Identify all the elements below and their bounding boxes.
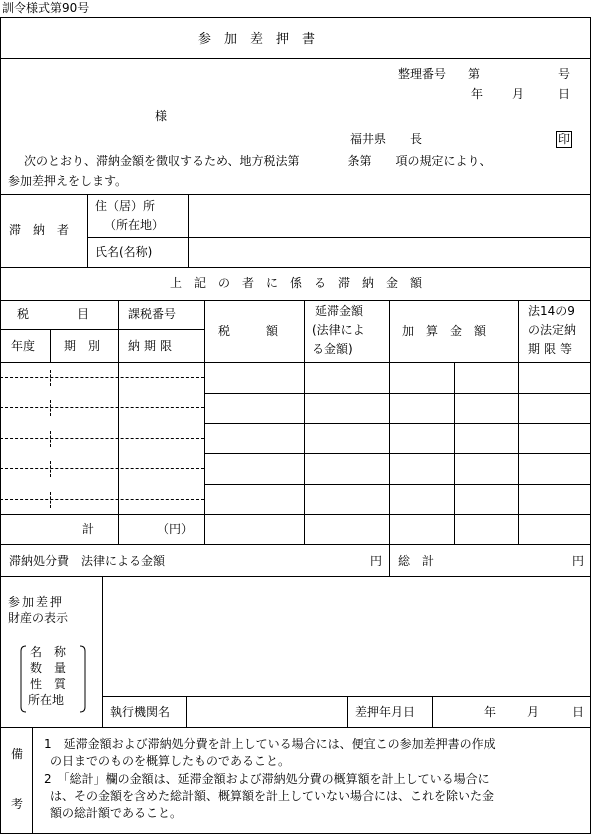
ref-number-label: 整理番号 <box>398 67 447 81</box>
remarks-label-bottom: 考 <box>11 797 24 811</box>
agency-label: 執行機関名 <box>110 705 171 719</box>
date-month: 月 <box>512 87 525 101</box>
taxpayer-label: 滞 納 者 <box>9 223 70 237</box>
col-additional: 加 算 金 額 <box>402 324 487 338</box>
divider <box>204 300 205 544</box>
col-law-line3: 期限等 <box>528 342 577 356</box>
divider <box>0 407 204 408</box>
remark-1-line2: の日までのものを概算したものであること。 <box>50 754 291 768</box>
seizure-date-label: 差押年月日 <box>355 705 416 719</box>
property-label-line2: 財産の表示 <box>8 611 69 625</box>
col-law-line2: の法定納 <box>528 323 577 337</box>
address-label-line1: 住（居）所 <box>95 199 156 213</box>
divider <box>0 300 591 301</box>
seizure-day: 日 <box>572 705 585 719</box>
divider <box>0 194 591 195</box>
addressee-suffix: 様 <box>155 109 168 123</box>
fees-label: 滞納処分費 法律による金額 <box>9 554 166 568</box>
divider <box>0 499 204 500</box>
total-unit: （円） <box>157 522 194 536</box>
divider <box>0 329 204 330</box>
divider <box>87 237 591 238</box>
col-delinquency-line1: 延滞金額 <box>315 304 364 318</box>
divider <box>102 576 103 727</box>
divider <box>50 461 51 477</box>
property-label-line1: 参加差押 <box>8 595 65 609</box>
remark-2-line1: 2 「総計」欄の金額は、延滞金額および滞納処分費の概算額を計上している場合に <box>44 772 490 786</box>
divider <box>0 514 591 515</box>
ref-number-dai: 第 <box>468 67 481 81</box>
col-period: 期 別 <box>64 339 101 353</box>
divider <box>188 194 189 267</box>
divider <box>0 544 591 545</box>
seizure-month: 月 <box>527 705 540 719</box>
divider <box>518 300 519 544</box>
seizure-year: 年 <box>484 705 497 719</box>
divider <box>50 431 51 447</box>
remark-2-line3: 額の総計額であること。 <box>50 806 183 820</box>
col-year: 年度 <box>11 339 36 353</box>
ref-number-go: 号 <box>558 67 571 81</box>
divider <box>204 423 591 424</box>
divider <box>0 362 591 363</box>
col-law-line1: 法14の9 <box>528 304 575 318</box>
divider <box>186 696 187 727</box>
divider <box>204 484 591 485</box>
remarks-label-top: 備 <box>11 747 24 761</box>
divider <box>0 727 591 728</box>
form-code: 訓令様式第90号 <box>2 1 90 15</box>
name-label: 氏名(名称) <box>95 245 153 259</box>
col-delinquency-line3: る金額) <box>312 342 353 356</box>
property-item-location: 所在地 <box>28 693 65 707</box>
divider <box>347 696 348 727</box>
grand-total-label: 総 計 <box>398 554 435 568</box>
document-title: 参 加 差 押 書 <box>198 32 316 47</box>
divider <box>0 267 591 268</box>
divider <box>0 576 591 577</box>
col-tax-item: 税 目 <box>17 307 90 321</box>
fees-unit: 円 <box>370 554 383 568</box>
property-item-name: 名 称 <box>30 645 67 659</box>
statement-line-2: 参加差押えをします。 <box>8 174 128 188</box>
divider <box>389 300 390 576</box>
property-item-quantity: 数 量 <box>30 661 67 675</box>
divider <box>50 370 51 386</box>
property-item-nature: 性 質 <box>30 677 67 691</box>
divider <box>50 329 51 362</box>
form-frame <box>0 17 591 834</box>
divider <box>204 393 591 394</box>
date-year: 年 <box>471 87 484 101</box>
col-tax-amount: 税 額 <box>218 324 279 338</box>
divider <box>50 400 51 416</box>
issuer-name: 福井県 長 <box>350 132 423 146</box>
divider <box>87 194 88 267</box>
remark-2-line2: は、その金額を含めた総計額、概算額を計上していない場合には、これを除いた金 <box>50 789 495 803</box>
total-label: 計 <box>82 522 95 536</box>
divider <box>304 300 305 544</box>
seal-mark: 印 <box>557 132 570 146</box>
address-label-line2: （所在地） <box>104 218 165 232</box>
divider <box>0 468 204 469</box>
divider <box>50 492 51 508</box>
remark-1-line1: 1 延滞金額および滞納処分費を計上している場合には、便宜この参加差押書の作成 <box>44 737 496 751</box>
divider <box>118 300 119 544</box>
divider <box>0 438 204 439</box>
col-due-date: 納期限 <box>128 339 177 353</box>
divider <box>0 377 204 378</box>
amount-section-title: 上 記 の 者 に 係 る 滞 納 金 額 <box>170 276 423 290</box>
divider <box>432 696 433 727</box>
col-tax-number: 課税番号 <box>128 307 177 321</box>
divider <box>0 58 591 59</box>
grand-total-unit: 円 <box>572 554 585 568</box>
divider <box>32 727 33 834</box>
divider <box>204 453 591 454</box>
col-delinquency-line2: (法律によ <box>312 323 365 337</box>
date-day: 日 <box>558 87 571 101</box>
statement-line-1: 次のとおり、滞納金額を徴収するため、地方税法第 条第 項の規定により、 <box>24 154 492 168</box>
